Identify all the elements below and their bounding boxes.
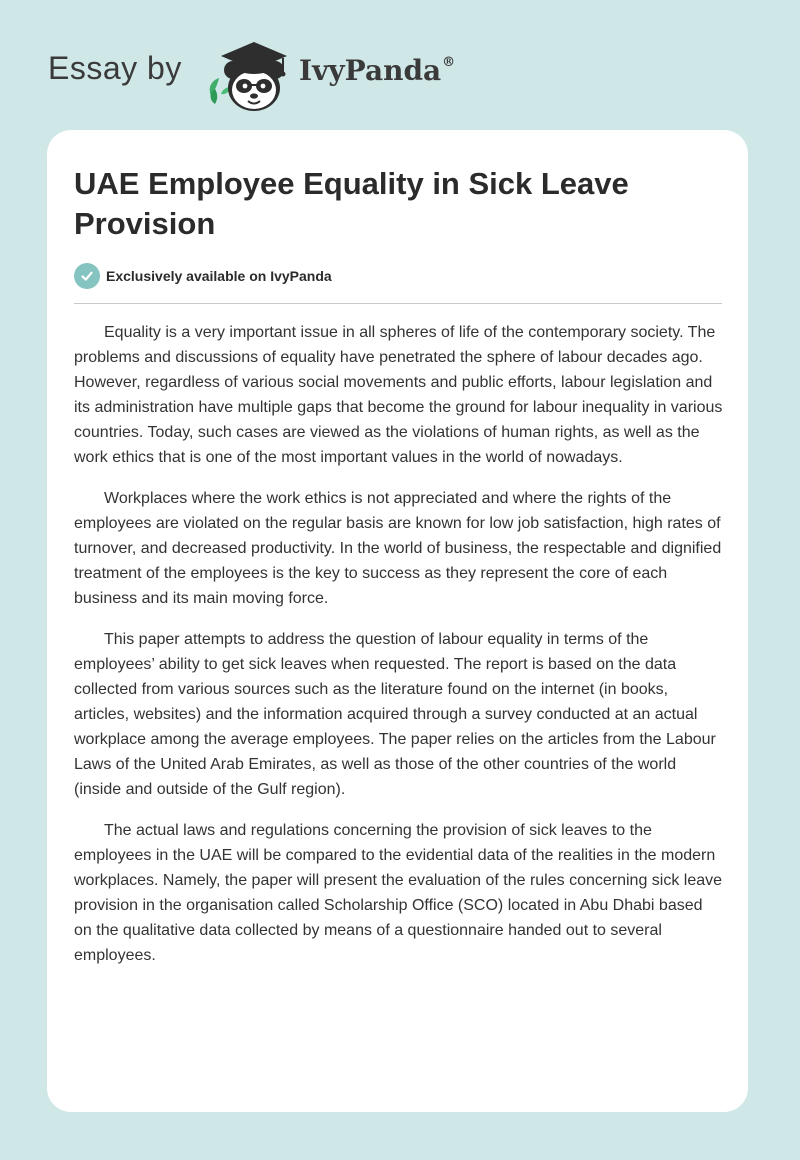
site-header — [48, 34, 748, 114]
essay-body — [74, 320, 724, 984]
paragraph: Workplaces where the work ethics is not appreciated and where the rights of the employees are violated on the regular basis are known for low job satisfaction, high rates of turnover, and decreased productivity. In the world of business, the respectable and dignified treatment of the employees is the key to success as they represent the core of each business and its main moving force. — [74, 490, 722, 607]
check-circle-icon — [74, 263, 100, 289]
panda-graduate-icon[interactable] — [203, 34, 295, 114]
divider — [74, 303, 722, 304]
brand-name[interactable]: IvyPanda® — [299, 54, 456, 87]
trademark-mark: ® — [442, 55, 456, 70]
exclusive-badge — [74, 263, 332, 289]
essay-by-label: Essay by — [48, 50, 182, 86]
page-title: UAE Employee Equality in Sick Leave Provision — [74, 166, 629, 241]
paragraph: This paper attempts to address the question of labour equality in terms of the employees’ ability to get sick leaves when requested. The report is based on the data collected from various sources such as the literature found on the internet (in books, articles, websites) and the information acquired through a survey conducted at an actual workplace among the average employees. The paper relies on the articles from the Labour Laws of the United Arab Emirates, as well as those of the other countries of the world (inside and outside of the Gulf region). — [74, 631, 716, 798]
exclusive-label: Exclusively available on IvyPanda — [106, 268, 332, 284]
paragraph: The actual laws and regulations concerning the provision of sick leaves to the employees in the UAE will be compared to the evidential data of the realities in the modern workplaces. Namely, the paper will present the evaluation of the rules concerning sick leave provision in the organisation called Scholarship Office (SCO) located in Abu Dhabi based on the qualitative data collected by means of a questionnaire handed out to several employees. — [74, 822, 723, 964]
paragraph: Equality is a very important issue in all spheres of life of the contemporary society. The problems and discussions of equality have penetrated the sphere of labour decades ago. However, regardless of various social movements and public efforts, labour legislation and its administration have multiple gaps that become the ground for labour inequality in various countries. Today, such cases are viewed as the violations of human rights, as well as the work ethics that is one of the most important values in the world of nowadays. — [74, 324, 723, 466]
essay-card — [47, 130, 748, 1112]
